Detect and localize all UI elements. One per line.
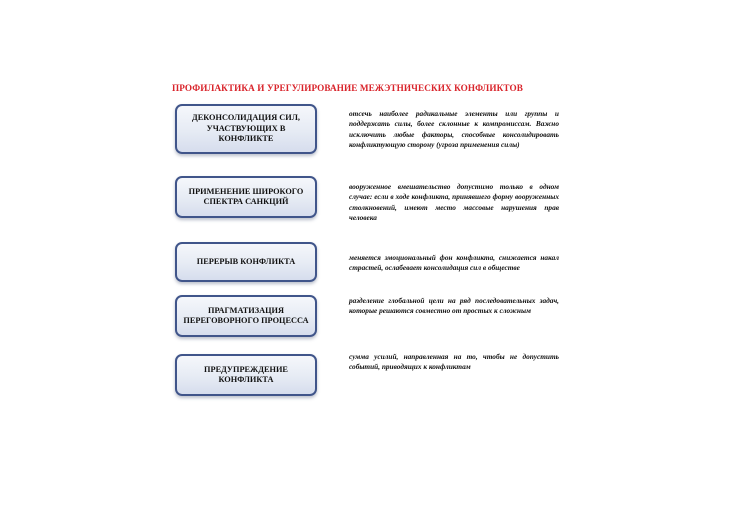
measure-label: ПРИМЕНЕНИЕ ШИРОКОГО СПЕКТРА САНКЦИЙ: [188, 186, 304, 206]
measure-box-sanctions: [175, 176, 317, 218]
measure-label: ПРАГМАТИЗАЦИЯ ПЕРЕГОВОРНОГО ПРОЦЕССА: [183, 305, 309, 325]
measure-label: ПЕРЕРЫВ КОНФЛИКТА: [196, 256, 296, 266]
measure-description-deconsolidation: отсечь наиболее радикальные элементы или группы и поддержать силы, более склонные к компромиссам. Важно исключить любые факторы, способные консолидировать конфликтующую сторону (угроза применения силы): [349, 109, 559, 149]
measure-box-break: [175, 242, 317, 282]
measure-box-pragmatization: [175, 295, 317, 337]
measure-box-deconsolidation: [175, 104, 317, 154]
measure-description-break: меняется эмоциональный фон конфликта, снижается накал страстей, ослабевает консолидация сил в обществе: [349, 253, 559, 273]
measure-description-sanctions: вооруженное вмешательство допустимо только в одном случае: если в ходе конфликта, принявшего форму вооруженных столкновений, имеют место массовые нарушения прав человека: [349, 182, 559, 222]
measure-box-prevention: [175, 354, 317, 396]
measure-description-prevention: сумма усилий, направленная на то, чтобы не допустить событий, приводящих к конфликтам: [349, 352, 559, 372]
measure-label: ДЕКОНСОЛИДАЦИЯ СИЛ, УЧАСТВУЮЩИХ В КОНФЛИКТЕ: [191, 113, 300, 144]
measure-description-pragmatization: разделение глобальной цели на ряд последовательных задач, которые решаются совместно от простых к сложным: [349, 296, 559, 316]
measure-label: ПРЕДУПРЕЖДЕНИЕ КОНФЛИКТА: [204, 364, 288, 384]
diagram-title: ПРОФИЛАКТИКА И УРЕГУЛИРОВАНИЕ МЕЖЭТНИЧЕСКИХ КОНФЛИКТОВ: [172, 83, 523, 93]
